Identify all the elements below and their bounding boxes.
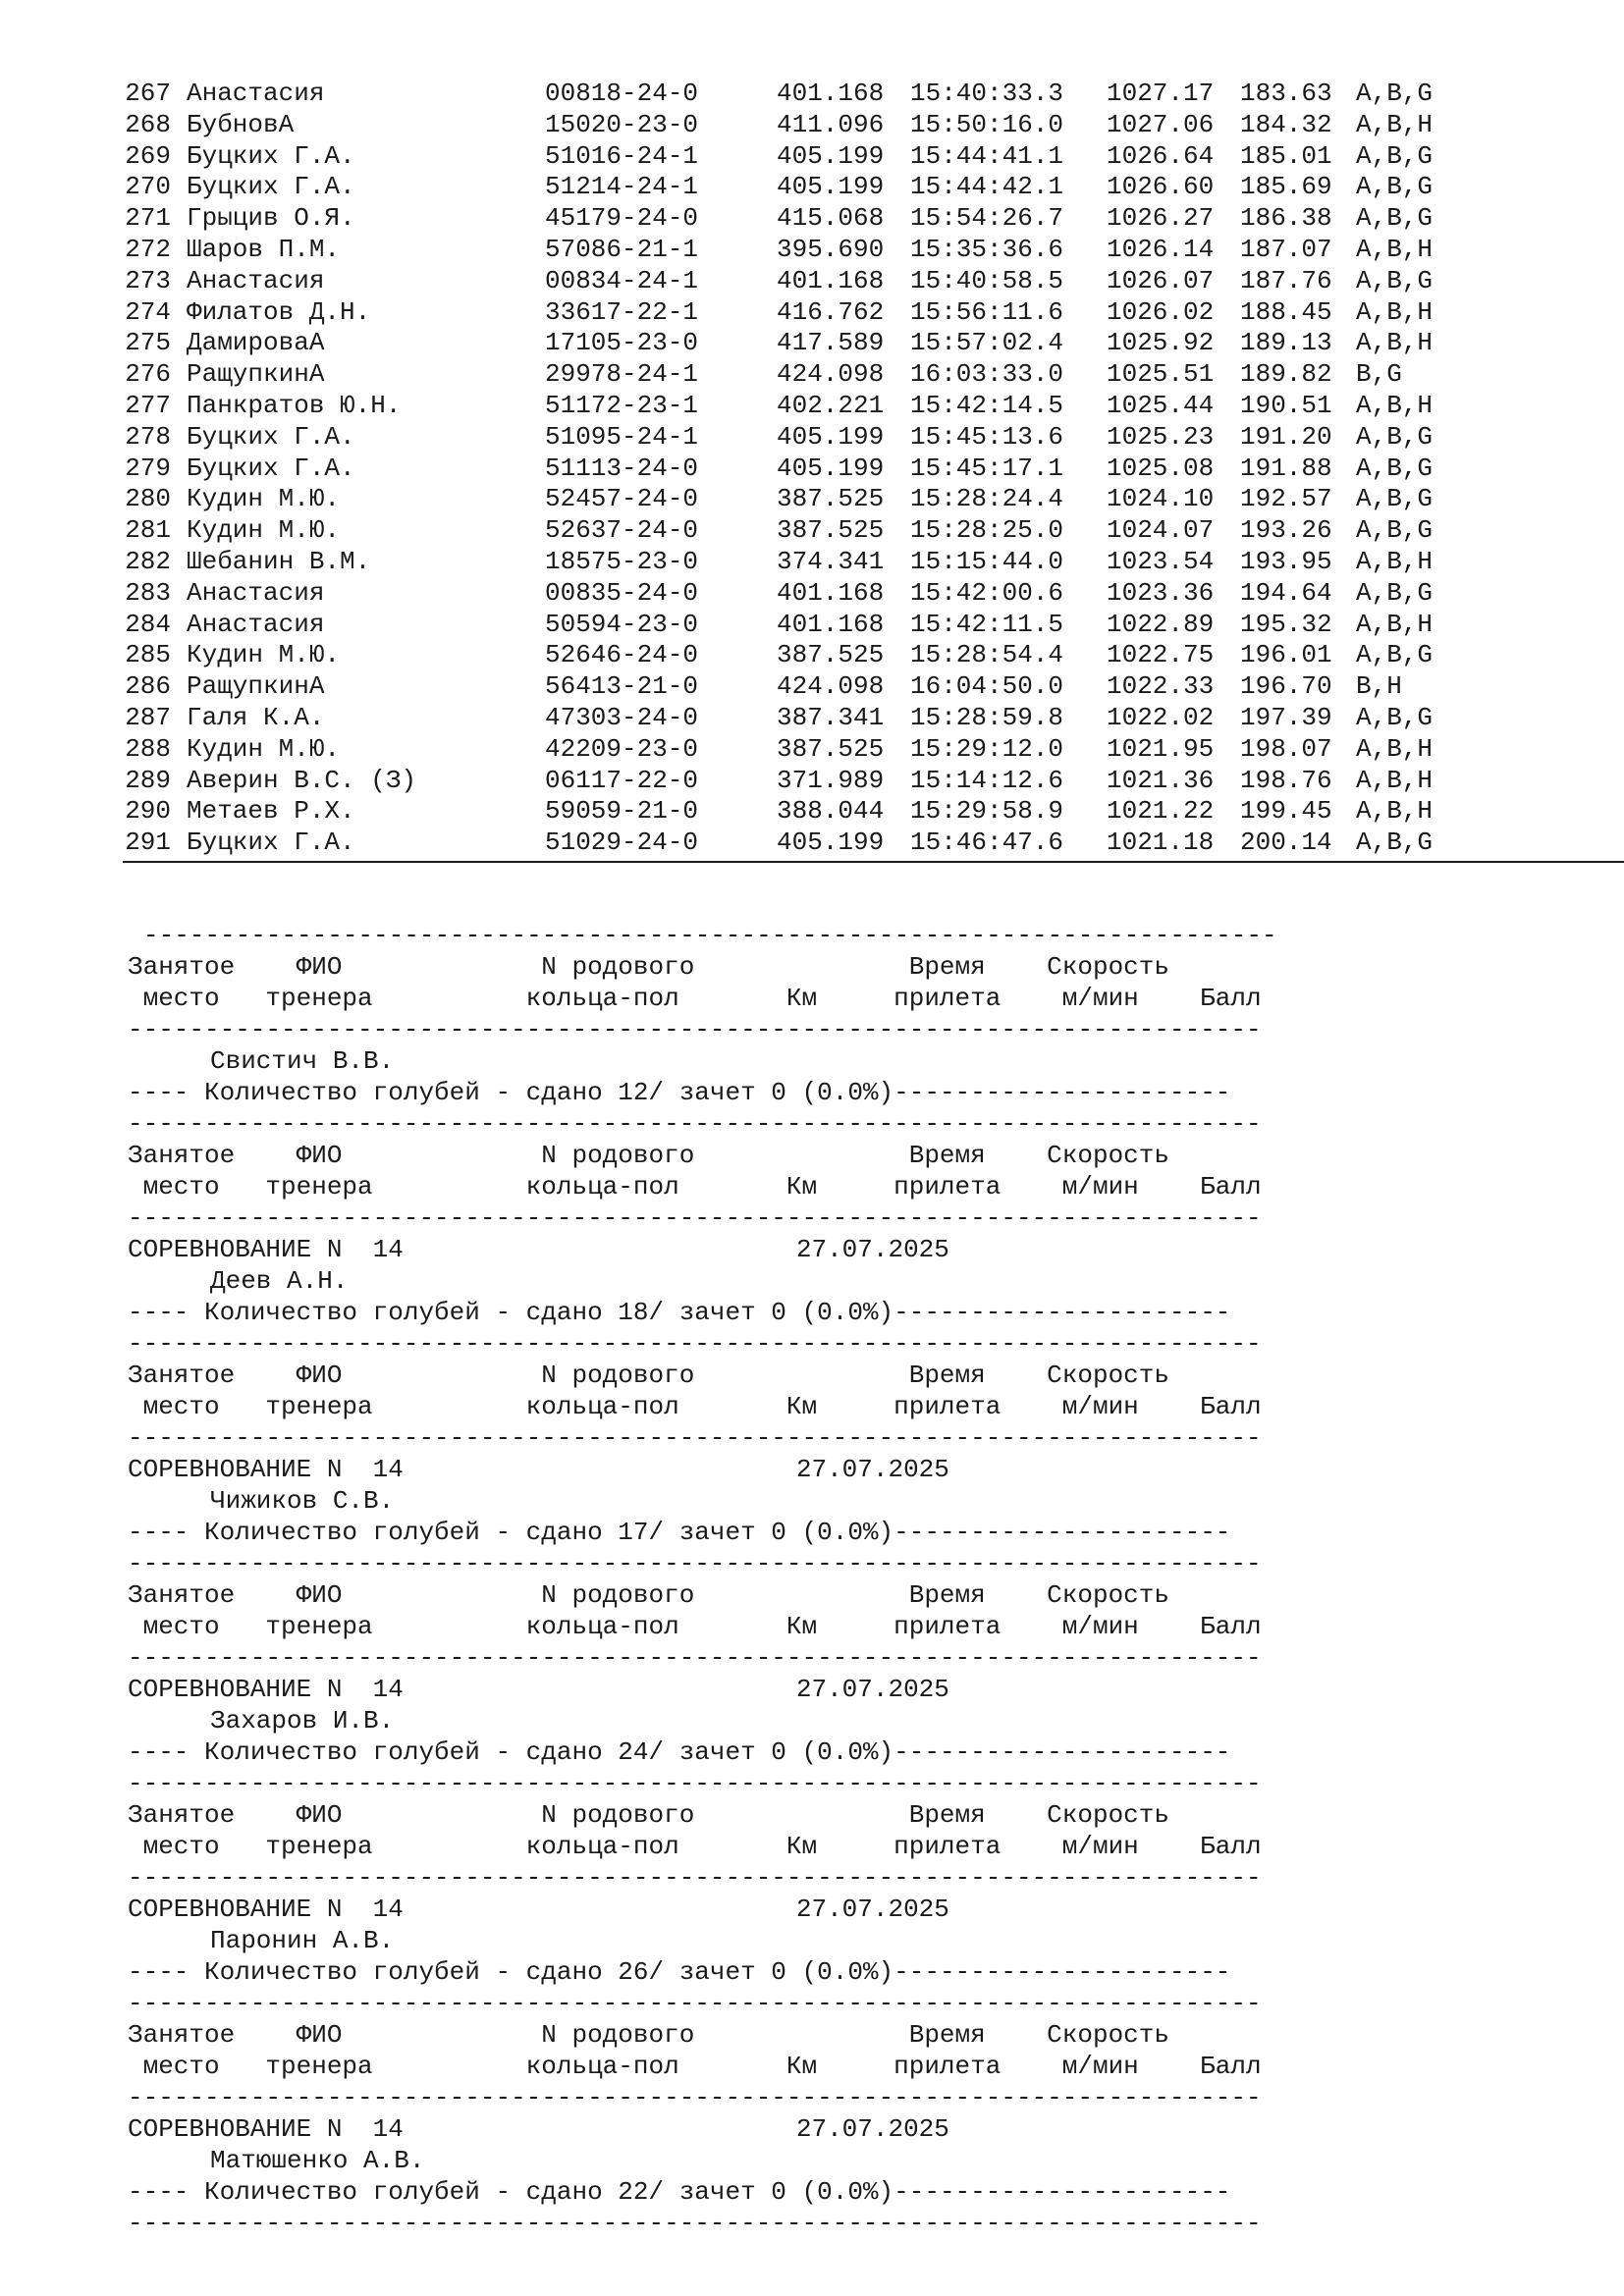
km-cell: 405.199 — [777, 421, 885, 452]
speed-cell: 1025.08 — [1107, 453, 1215, 483]
points-cell: 193.26 — [1240, 515, 1332, 546]
trainer-name: Захаров И.В. — [210, 1706, 395, 1735]
points-cell: 193.95 — [1240, 546, 1332, 576]
results-table — [125, 79, 1464, 859]
ring-cell: 52637-24-0 — [545, 515, 699, 546]
time-cell: 15:29:58.9 — [910, 796, 1064, 827]
points-cell: 198.76 — [1240, 765, 1332, 795]
competition-line — [128, 1894, 1336, 1925]
count-value: 26/ зачет 0 (0.0%) — [618, 1957, 894, 1987]
count-prefix: ---- Количество голубей - сдано — [128, 1298, 619, 1327]
count-tail: ---------------------- — [893, 1078, 1231, 1107]
speed-cell: 1026.02 — [1107, 296, 1215, 327]
name-cell: Шебанин В.М. — [187, 546, 371, 576]
name-cell: ДамироваА — [187, 328, 325, 358]
groups-cell: A,B,H — [1356, 296, 1434, 327]
place-cell: 281 — [125, 515, 171, 546]
km-cell: 411.096 — [777, 109, 885, 139]
trainer-name: Чижиков С.В. — [210, 1486, 395, 1516]
speed-cell: 1026.07 — [1107, 265, 1215, 295]
place-cell: 273 — [125, 265, 171, 295]
points-cell: 189.82 — [1240, 359, 1332, 390]
ring-cell: 00835-24-0 — [545, 577, 699, 608]
time-cell: 15:28:59.8 — [910, 702, 1064, 732]
time-cell: 15:35:36.6 — [910, 234, 1064, 264]
count-value: 12/ зачет 0 (0.0%) — [618, 1078, 894, 1107]
competition-date: 27.07.2025 — [795, 1895, 949, 1924]
competition-line — [128, 2113, 1336, 2145]
dash-separator: -------------------------------------------------------------------------- — [143, 921, 1277, 950]
competition-label: СОРЕВНОВАНИЕ N 14 — [128, 1675, 404, 1704]
time-cell: 15:42:11.5 — [910, 609, 1064, 639]
table-row — [125, 610, 1464, 641]
trainer-name: Паронин А.В. — [210, 1926, 395, 1955]
speed-cell: 1027.17 — [1107, 79, 1215, 108]
km-cell: 405.199 — [777, 140, 885, 171]
speed-cell: 1022.89 — [1107, 609, 1215, 639]
time-cell: 15:40:33.3 — [910, 79, 1064, 108]
count-tail: ---------------------- — [893, 2177, 1231, 2207]
speed-cell: 1023.36 — [1107, 577, 1215, 608]
table-row — [125, 422, 1464, 454]
name-cell: Анастасия — [187, 577, 325, 608]
name-cell: Панкратов Ю.Н. — [187, 390, 402, 420]
competition-date: 27.07.2025 — [795, 1235, 949, 1264]
dash-separator: -------------------------------------------------------------------------- — [128, 1989, 1262, 2018]
name-cell: Филатов Д.Н. — [187, 296, 371, 327]
points-cell: 186.38 — [1240, 203, 1332, 234]
speed-cell: 1022.02 — [1107, 702, 1215, 732]
groups-cell: A,B,H — [1356, 765, 1434, 795]
place-cell: 270 — [125, 172, 171, 202]
place-cell: 286 — [125, 671, 171, 702]
competition-date: 27.07.2025 — [795, 1455, 949, 1484]
ring-cell: 51214-24-1 — [545, 172, 699, 202]
ring-cell: 57086-21-1 — [545, 234, 699, 264]
km-cell: 401.168 — [777, 577, 885, 608]
column-header-bottom: место тренера кольца-пол Км прилета м/мин Балл — [128, 1832, 1262, 1861]
groups-cell: B,G — [1356, 359, 1402, 390]
km-cell: 387.525 — [777, 733, 885, 764]
dash-separator: -------------------------------------------------------------------------- — [128, 1109, 1262, 1139]
time-cell: 16:03:33.0 — [910, 359, 1064, 390]
table-row — [125, 828, 1464, 859]
ring-cell: 18575-23-0 — [545, 546, 699, 576]
ring-cell: 00834-24-1 — [545, 265, 699, 295]
speed-cell: 1023.54 — [1107, 546, 1215, 576]
table-row — [125, 235, 1464, 266]
groups-cell: B,H — [1356, 671, 1402, 702]
column-header-top: Занятое ФИО N родового Время Скорость — [128, 1361, 1169, 1390]
pigeon-count-line — [128, 1736, 1336, 1768]
ring-cell: 51172-23-1 — [545, 390, 699, 420]
dash-separator: -------------------------------------------------------------------------- — [128, 1203, 1262, 1233]
table-row — [125, 515, 1464, 547]
points-cell: 185.69 — [1240, 172, 1332, 202]
points-cell: 198.07 — [1240, 733, 1332, 764]
km-cell: 405.199 — [777, 453, 885, 483]
km-cell: 374.341 — [777, 546, 885, 576]
name-cell: Буцких Г.А. — [187, 453, 355, 483]
points-cell: 187.76 — [1240, 265, 1332, 295]
points-cell: 197.39 — [1240, 702, 1332, 732]
km-cell: 388.044 — [777, 796, 885, 827]
dash-separator: -------------------------------------------------------------------------- — [128, 1863, 1262, 1893]
count-tail: ---------------------- — [893, 1298, 1231, 1327]
km-cell: 395.690 — [777, 234, 885, 264]
speed-cell: 1022.33 — [1107, 671, 1215, 702]
time-cell: 15:56:11.6 — [910, 296, 1064, 327]
time-cell: 15:46:47.6 — [910, 828, 1064, 858]
ring-cell: 15020-23-0 — [545, 109, 699, 139]
time-cell: 15:40:58.5 — [910, 265, 1064, 295]
speed-cell: 1022.75 — [1107, 640, 1215, 670]
table-row — [125, 203, 1464, 235]
points-cell: 187.07 — [1240, 234, 1332, 264]
groups-cell: A,B,G — [1356, 140, 1434, 171]
name-cell: Буцких Г.А. — [187, 828, 355, 858]
groups-cell: A,B,G — [1356, 640, 1434, 670]
groups-cell: A,B,H — [1356, 234, 1434, 264]
speed-cell: 1026.27 — [1107, 203, 1215, 234]
column-header-bottom: место тренера кольца-пол Км прилета м/мин Балл — [128, 1172, 1262, 1201]
ring-cell: 06117-22-0 — [545, 765, 699, 795]
time-cell: 15:54:26.7 — [910, 203, 1064, 234]
table-row — [125, 359, 1464, 391]
name-cell: Буцких Г.А. — [187, 172, 355, 202]
name-cell: Анастасия — [187, 79, 325, 108]
groups-cell: A,B,H — [1356, 733, 1434, 764]
table-row — [125, 671, 1464, 703]
ring-cell: 42209-23-0 — [545, 733, 699, 764]
column-header-bottom: место тренера кольца-пол Км прилета м/мин Балл — [128, 1392, 1262, 1421]
dash-separator: -------------------------------------------------------------------------- — [128, 1423, 1262, 1453]
km-cell: 405.199 — [777, 828, 885, 858]
groups-cell: A,B,H — [1356, 328, 1434, 358]
points-cell: 194.64 — [1240, 577, 1332, 608]
place-cell: 275 — [125, 328, 171, 358]
speed-cell: 1026.60 — [1107, 172, 1215, 202]
name-cell: Кудин М.Ю. — [187, 733, 341, 764]
name-cell: Анастасия — [187, 265, 325, 295]
km-cell: 424.098 — [777, 359, 885, 390]
groups-cell: A,B,H — [1356, 546, 1434, 576]
table-row — [125, 578, 1464, 610]
points-cell: 190.51 — [1240, 390, 1332, 420]
speed-cell: 1021.36 — [1107, 765, 1215, 795]
place-cell: 282 — [125, 546, 171, 576]
groups-cell: A,B,G — [1356, 265, 1434, 295]
place-cell: 288 — [125, 733, 171, 764]
place-cell: 278 — [125, 421, 171, 452]
column-header-top: Занятое ФИО N родового Время Скорость — [128, 952, 1169, 982]
table-row — [125, 734, 1464, 766]
time-cell: 15:50:16.0 — [910, 109, 1064, 139]
ring-cell: 51095-24-1 — [545, 421, 699, 452]
table-row — [125, 484, 1464, 515]
time-cell: 15:45:13.6 — [910, 421, 1064, 452]
ring-cell: 52646-24-0 — [545, 640, 699, 670]
competition-line — [128, 1454, 1336, 1485]
place-cell: 267 — [125, 79, 171, 108]
place-cell: 272 — [125, 234, 171, 264]
name-cell: РащупкинА — [187, 671, 325, 702]
table-row — [125, 454, 1464, 485]
count-value: 22/ зачет 0 (0.0%) — [618, 2177, 894, 2207]
name-cell: Шаров П.М. — [187, 234, 341, 264]
name-cell: Буцких Г.А. — [187, 421, 355, 452]
name-cell: Кудин М.Ю. — [187, 484, 341, 514]
table-row — [125, 640, 1464, 671]
competition-date: 27.07.2025 — [795, 2114, 949, 2144]
pigeon-count-line — [128, 1297, 1336, 1328]
name-cell: Метаев Р.Х. — [187, 796, 355, 827]
name-cell: БубновА — [187, 109, 295, 139]
table-row — [125, 141, 1464, 173]
dash-separator: -------------------------------------------------------------------------- — [128, 2083, 1262, 2112]
count-prefix: ---- Количество голубей - сдано — [128, 1737, 619, 1767]
place-cell: 269 — [125, 140, 171, 171]
points-cell: 196.01 — [1240, 640, 1332, 670]
place-cell: 287 — [125, 702, 171, 732]
speed-cell: 1025.51 — [1107, 359, 1215, 390]
ring-cell: 52457-24-0 — [545, 484, 699, 514]
competition-label: СОРЕВНОВАНИЕ N 14 — [128, 1455, 404, 1484]
table-row — [125, 79, 1464, 110]
trainer-name: Свистич В.В. — [210, 1046, 395, 1076]
count-tail: ---------------------- — [893, 1957, 1231, 1987]
groups-cell: A,B,G — [1356, 203, 1434, 234]
ring-cell: 45179-24-0 — [545, 203, 699, 234]
points-cell: 188.45 — [1240, 296, 1332, 327]
competition-date: 27.07.2025 — [795, 1675, 949, 1704]
time-cell: 15:42:00.6 — [910, 577, 1064, 608]
time-cell: 15:14:12.6 — [910, 765, 1064, 795]
km-cell: 417.589 — [777, 328, 885, 358]
ring-cell: 51016-24-1 — [545, 140, 699, 171]
km-cell: 424.098 — [777, 671, 885, 702]
dash-separator: -------------------------------------------------------------------------- — [128, 1643, 1262, 1673]
time-cell: 15:45:17.1 — [910, 453, 1064, 483]
place-cell: 276 — [125, 359, 171, 390]
speed-cell: 1025.92 — [1107, 328, 1215, 358]
km-cell: 387.525 — [777, 484, 885, 514]
time-cell: 15:15:44.0 — [910, 546, 1064, 576]
count-value: 24/ зачет 0 (0.0%) — [618, 1737, 894, 1767]
ring-cell: 33617-22-1 — [545, 296, 699, 327]
count-tail: ---------------------- — [893, 1737, 1231, 1767]
groups-cell: A,B,G — [1356, 828, 1434, 858]
place-cell: 280 — [125, 484, 171, 514]
points-cell: 185.01 — [1240, 140, 1332, 171]
points-cell: 200.14 — [1240, 828, 1332, 858]
column-header-top: Занятое ФИО N родового Время Скорость — [128, 1141, 1169, 1170]
count-prefix: ---- Количество голубей - сдано — [128, 1518, 619, 1547]
place-cell: 283 — [125, 577, 171, 608]
ring-cell: 56413-21-0 — [545, 671, 699, 702]
points-cell: 191.20 — [1240, 421, 1332, 452]
table-row — [125, 796, 1464, 828]
dash-separator: -------------------------------------------------------------------------- — [128, 1015, 1262, 1044]
time-cell: 15:44:41.1 — [910, 140, 1064, 171]
count-tail: ---------------------- — [893, 1518, 1231, 1547]
time-cell: 16:04:50.0 — [910, 671, 1064, 702]
competition-line — [128, 1674, 1336, 1705]
speed-cell: 1027.06 — [1107, 109, 1215, 139]
trainer-name: Матюшенко А.В. — [210, 2146, 425, 2175]
trainer-sections — [128, 920, 1336, 2239]
competition-label: СОРЕВНОВАНИЕ N 14 — [128, 2114, 404, 2144]
dash-separator: -------------------------------------------------------------------------- — [128, 1769, 1262, 1798]
time-cell: 15:42:14.5 — [910, 390, 1064, 420]
table-row — [125, 297, 1464, 329]
ring-cell: 00818-24-0 — [545, 79, 699, 108]
count-prefix: ---- Количество голубей - сдано — [128, 2177, 619, 2207]
points-cell: 196.70 — [1240, 671, 1332, 702]
speed-cell: 1024.10 — [1107, 484, 1215, 514]
dash-separator: -------------------------------------------------------------------------- — [128, 1329, 1262, 1359]
groups-cell: A,B,H — [1356, 609, 1434, 639]
pigeon-count-line — [128, 1077, 1336, 1108]
name-cell: Кудин М.Ю. — [187, 640, 341, 670]
km-cell: 371.989 — [777, 765, 885, 795]
trainer-name: Деев А.Н. — [210, 1266, 349, 1296]
place-cell: 289 — [125, 765, 171, 795]
competition-label: СОРЕВНОВАНИЕ N 14 — [128, 1235, 404, 1264]
column-header-top: Занятое ФИО N родового Время Скорость — [128, 2020, 1169, 2050]
points-cell: 192.57 — [1240, 484, 1332, 514]
name-cell: Кудин М.Ю. — [187, 515, 341, 546]
table-row — [125, 766, 1464, 797]
groups-cell: A,B,G — [1356, 172, 1434, 202]
speed-cell: 1026.64 — [1107, 140, 1215, 171]
groups-cell: A,B,G — [1356, 79, 1434, 108]
place-cell: 284 — [125, 609, 171, 639]
ring-cell: 50594-23-0 — [545, 609, 699, 639]
km-cell: 415.068 — [777, 203, 885, 234]
table-row — [125, 266, 1464, 297]
column-header-top: Занятое ФИО N родового Время Скорость — [128, 1800, 1169, 1830]
name-cell: Анастасия — [187, 609, 325, 639]
km-cell: 387.525 — [777, 640, 885, 670]
groups-cell: A,B,G — [1356, 702, 1434, 732]
groups-cell: A,B,H — [1356, 796, 1434, 827]
km-cell: 416.762 — [777, 296, 885, 327]
place-cell: 279 — [125, 453, 171, 483]
ring-cell: 29978-24-1 — [545, 359, 699, 390]
place-cell: 274 — [125, 296, 171, 327]
ring-cell: 59059-21-0 — [545, 796, 699, 827]
count-prefix: ---- Количество голубей - сдано — [128, 1957, 619, 1987]
table-row — [125, 172, 1464, 203]
points-cell: 189.13 — [1240, 328, 1332, 358]
groups-cell: A,B,H — [1356, 390, 1434, 420]
name-cell: РащупкинА — [187, 359, 325, 390]
time-cell: 15:28:24.4 — [910, 484, 1064, 514]
km-cell: 401.168 — [777, 609, 885, 639]
table-row — [125, 547, 1464, 578]
column-header-bottom: место тренера кольца-пол Км прилета м/мин Балл — [128, 1612, 1262, 1641]
km-cell: 401.168 — [777, 265, 885, 295]
speed-cell: 1025.23 — [1107, 421, 1215, 452]
speed-cell: 1025.44 — [1107, 390, 1215, 420]
points-cell: 183.63 — [1240, 79, 1332, 108]
speed-cell: 1021.95 — [1107, 733, 1215, 764]
competition-label: СОРЕВНОВАНИЕ N 14 — [128, 1895, 404, 1924]
results-divider — [123, 861, 1624, 863]
dash-separator: -------------------------------------------------------------------------- — [128, 2209, 1262, 2238]
km-cell: 401.168 — [777, 79, 885, 108]
groups-cell: A,B,G — [1356, 453, 1434, 483]
km-cell: 387.525 — [777, 515, 885, 546]
name-cell: Аверин В.С. (З) — [187, 765, 417, 795]
column-header-top: Занятое ФИО N родового Время Скорость — [128, 1580, 1169, 1610]
time-cell: 15:44:42.1 — [910, 172, 1064, 202]
ring-cell: 51029-24-0 — [545, 828, 699, 858]
place-cell: 290 — [125, 796, 171, 827]
ring-cell: 47303-24-0 — [545, 702, 699, 732]
table-row — [125, 391, 1464, 422]
competition-line — [128, 1234, 1336, 1265]
km-cell: 405.199 — [777, 172, 885, 202]
table-row — [125, 110, 1464, 141]
points-cell: 199.45 — [1240, 796, 1332, 827]
time-cell: 15:57:02.4 — [910, 328, 1064, 358]
groups-cell: A,B,G — [1356, 484, 1434, 514]
table-row — [125, 703, 1464, 734]
pigeon-count-line — [128, 1517, 1336, 1548]
name-cell: Грыцив О.Я. — [187, 203, 355, 234]
count-value: 18/ зачет 0 (0.0%) — [618, 1298, 894, 1327]
name-cell: Буцких Г.А. — [187, 140, 355, 171]
points-cell: 195.32 — [1240, 609, 1332, 639]
groups-cell: A,B,G — [1356, 421, 1434, 452]
groups-cell: A,B,H — [1356, 109, 1434, 139]
table-row — [125, 328, 1464, 359]
points-cell: 191.88 — [1240, 453, 1332, 483]
speed-cell: 1026.14 — [1107, 234, 1215, 264]
speed-cell: 1021.18 — [1107, 828, 1215, 858]
time-cell: 15:29:12.0 — [910, 733, 1064, 764]
place-cell: 291 — [125, 828, 171, 858]
count-prefix: ---- Количество голубей - сдано — [128, 1078, 619, 1107]
name-cell: Галя К.А. — [187, 702, 325, 732]
place-cell: 271 — [125, 203, 171, 234]
column-header-bottom: место тренера кольца-пол Км прилета м/мин Балл — [128, 984, 1262, 1013]
place-cell: 268 — [125, 109, 171, 139]
dash-separator: -------------------------------------------------------------------------- — [128, 1549, 1262, 1578]
time-cell: 15:28:25.0 — [910, 515, 1064, 546]
count-value: 17/ зачет 0 (0.0%) — [618, 1518, 894, 1547]
pigeon-count-line — [128, 2176, 1336, 2208]
km-cell: 402.221 — [777, 390, 885, 420]
km-cell: 387.341 — [777, 702, 885, 732]
pigeon-count-line — [128, 1956, 1336, 1988]
speed-cell: 1021.22 — [1107, 796, 1215, 827]
column-header-bottom: место тренера кольца-пол Км прилета м/мин Балл — [128, 2052, 1262, 2081]
ring-cell: 51113-24-0 — [545, 453, 699, 483]
ring-cell: 17105-23-0 — [545, 328, 699, 358]
place-cell: 285 — [125, 640, 171, 670]
groups-cell: A,B,G — [1356, 515, 1434, 546]
speed-cell: 1024.07 — [1107, 515, 1215, 546]
place-cell: 277 — [125, 390, 171, 420]
time-cell: 15:28:54.4 — [910, 640, 1064, 670]
groups-cell: A,B,G — [1356, 577, 1434, 608]
points-cell: 184.32 — [1240, 109, 1332, 139]
